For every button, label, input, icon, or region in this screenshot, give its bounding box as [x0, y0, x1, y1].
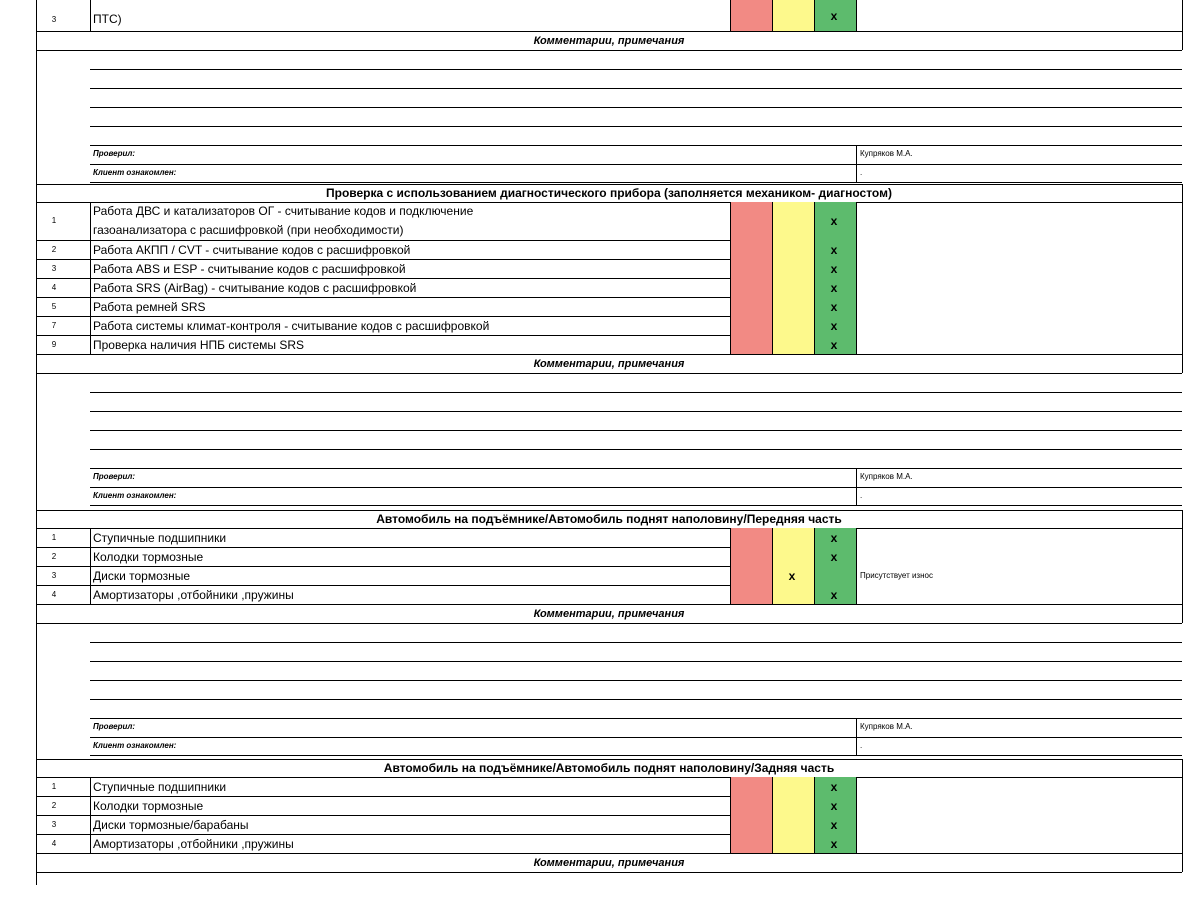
row-number: 4: [51, 838, 57, 848]
grid-line: [36, 604, 1182, 605]
grid-line: [730, 834, 731, 853]
grid-line: [90, 202, 91, 240]
grid-line: [1182, 240, 1183, 259]
grid-line: [36, 50, 1182, 51]
comment-line: [90, 468, 1182, 469]
grid-line: [730, 316, 731, 335]
grid-line: [772, 240, 773, 259]
row-number: 3: [51, 570, 57, 580]
grid-line: [730, 547, 731, 566]
grid-line: [772, 335, 773, 354]
status-mark: x: [830, 261, 838, 276]
grid-line: [856, 796, 857, 815]
grid-line: [772, 259, 773, 278]
grid-line: [856, 145, 857, 182]
grid-line: [772, 528, 773, 547]
grid-line: [1182, 585, 1183, 604]
grid-line: [90, 297, 91, 316]
row-number: 2: [51, 800, 57, 810]
checked-by-label: Проверил:: [93, 149, 136, 158]
checked-by-label: Проверил:: [93, 472, 136, 481]
grid-line: [772, 0, 773, 31]
comments-header: Комментарии, примечания: [533, 857, 685, 869]
grid-line: [36, 777, 1182, 778]
grid-line: [772, 547, 773, 566]
grid-line: [772, 585, 773, 604]
status-cell-red[interactable]: [730, 335, 772, 354]
row-label: Колодки тормозные: [93, 799, 204, 813]
checker-name: Купряков М.А.: [860, 722, 913, 731]
status-cell-yellow[interactable]: [772, 316, 814, 335]
grid-line: [856, 547, 857, 566]
grid-line: [90, 259, 91, 278]
grid-line: [36, 510, 1182, 511]
status-mark: x: [830, 337, 838, 352]
status-mark: x: [830, 299, 838, 314]
grid-line: [730, 796, 731, 815]
client-ack-value: .: [860, 168, 863, 177]
grid-line: [730, 202, 731, 240]
grid-line: [1182, 853, 1183, 872]
status-cell-red[interactable]: [730, 585, 772, 604]
grid-line: [856, 585, 857, 604]
row-number: 3: [51, 819, 57, 829]
grid-line: [856, 566, 857, 585]
grid-line: [730, 777, 731, 796]
status-cell-yellow[interactable]: [772, 528, 814, 547]
client-ack-label: Клиент ознакомлен:: [93, 168, 177, 177]
row-label: Проверка наличия НПБ системы SRS: [93, 338, 304, 352]
grid-line: [90, 505, 1182, 506]
grid-line: [856, 0, 857, 31]
grid-line: [1182, 566, 1183, 585]
grid-line: [1182, 31, 1183, 50]
grid-line: [856, 528, 857, 547]
status-cell-red[interactable]: [730, 259, 772, 278]
grid-line: [772, 202, 773, 240]
grid-line: [814, 566, 815, 585]
status-cell-red[interactable]: [730, 316, 772, 335]
row-number: 3: [51, 15, 57, 24]
grid-line: [1182, 259, 1183, 278]
grid-line: [36, 202, 1182, 203]
status-cell-yellow[interactable]: [772, 834, 814, 853]
grid-line: [730, 0, 731, 31]
status-cell-yellow[interactable]: [772, 259, 814, 278]
grid-line: [772, 796, 773, 815]
row-number: 5: [51, 301, 57, 311]
row-number: 4: [51, 589, 57, 599]
status-mark: x: [830, 280, 838, 295]
row-number: 7: [51, 320, 57, 330]
grid-line: [90, 737, 1182, 738]
status-cell-red[interactable]: [730, 566, 772, 585]
status-cell-red[interactable]: [730, 777, 772, 796]
grid-line: [36, 184, 1182, 185]
grid-line: [1182, 278, 1183, 297]
client-ack-label: Клиент ознакомлен:: [93, 491, 177, 500]
grid-line: [36, 31, 1182, 32]
row-label: Амортизаторы ,отбойники ,пружины: [93, 588, 294, 602]
client-ack-value: .: [860, 741, 863, 750]
row-label: Работа системы климат-контроля - считывание кодов с расшифровкой: [93, 319, 490, 333]
grid-line: [1182, 834, 1183, 853]
row-label: Ступичные подшипники: [93, 780, 227, 794]
grid-line: [90, 316, 91, 335]
status-cell-yellow[interactable]: [772, 0, 814, 31]
row-number: 1: [51, 781, 57, 791]
grid-line: [90, 487, 1182, 488]
comment-line: [90, 430, 1182, 431]
grid-line: [36, 373, 1182, 374]
status-mark: x: [830, 836, 838, 851]
grid-line: [1182, 777, 1183, 796]
grid-line: [90, 547, 91, 566]
grid-line: [772, 278, 773, 297]
status-cell-red[interactable]: [730, 528, 772, 547]
grid-line: [1182, 0, 1183, 31]
comment-line: [90, 718, 1182, 719]
grid-line: [730, 259, 731, 278]
grid-line: [1182, 316, 1183, 335]
grid-line: [772, 316, 773, 335]
grid-line: [856, 335, 857, 354]
client-ack-label: Клиент ознакомлен:: [93, 741, 177, 750]
status-mark: x: [830, 318, 838, 333]
grid-line: [1182, 796, 1183, 815]
comment-line: [90, 449, 1182, 450]
row-label: Диски тормозные/барабаны: [93, 818, 249, 832]
status-mark: x: [830, 798, 838, 813]
status-cell-yellow[interactable]: [772, 202, 814, 240]
row-label: ПТС): [93, 12, 122, 26]
row-label: Амортизаторы ,отбойники ,пружины: [93, 837, 294, 851]
grid-line: [1182, 604, 1183, 623]
section-title: Проверка с использованием диагностического прибора (заполняется механиком- диагностом): [326, 186, 892, 200]
status-mark: x: [830, 242, 838, 257]
comment-line: [90, 126, 1182, 127]
row-label-line1: Работа ДВС и катализаторов ОГ - считывание кодов и подключение: [93, 204, 474, 218]
status-cell-yellow[interactable]: [772, 796, 814, 815]
row-label: Работа ABS и ESP - считывание кодов с расшифровкой: [93, 262, 406, 276]
comments-header: Комментарии, примечания: [533, 35, 685, 47]
comment-line: [90, 69, 1182, 70]
row-number: 2: [51, 244, 57, 254]
comment-line: [90, 661, 1182, 662]
grid-line: [856, 815, 857, 834]
grid-line: [36, 853, 1182, 854]
grid-line: [730, 335, 731, 354]
grid-line: [856, 297, 857, 316]
grid-line: [36, 872, 1182, 873]
status-cell-red[interactable]: [730, 815, 772, 834]
comments-header: Комментарии, примечания: [533, 358, 685, 370]
section-title: Автомобиль на подъёмнике/Автомобиль поднят наполовину/Задняя часть: [383, 761, 835, 775]
grid-line: [1182, 184, 1183, 202]
status-mark: x: [830, 8, 838, 23]
comment-line: [90, 145, 1182, 146]
grid-line: [772, 815, 773, 834]
status-cell-red[interactable]: [730, 834, 772, 853]
grid-line: [772, 834, 773, 853]
row-label: Работа АКПП / CVT - считывание кодов с расшифровкой: [93, 243, 411, 257]
status-mark: x: [830, 214, 838, 228]
grid-line: [772, 777, 773, 796]
grid-line: [1182, 547, 1183, 566]
grid-line: [856, 202, 857, 240]
comment-line: [90, 699, 1182, 700]
status-cell-yellow[interactable]: [772, 278, 814, 297]
status-mark: x: [830, 549, 838, 564]
left-border: [36, 0, 37, 885]
grid-line: [730, 815, 731, 834]
grid-line: [856, 468, 857, 505]
grid-line: [1182, 297, 1183, 316]
status-cell-red[interactable]: [730, 547, 772, 566]
comment-line: [90, 107, 1182, 108]
grid-line: [730, 528, 731, 547]
grid-line: [36, 759, 1182, 760]
grid-line: [730, 585, 731, 604]
status-cell-red[interactable]: [730, 0, 772, 31]
grid-line: [1182, 510, 1183, 528]
status-cell-red[interactable]: [730, 202, 772, 240]
grid-line: [856, 316, 857, 335]
grid-line: [1182, 815, 1183, 834]
grid-line: [856, 777, 857, 796]
status-cell-yellow[interactable]: [772, 547, 814, 566]
status-mark: x: [830, 817, 838, 832]
row-label: Работа ремней SRS: [93, 300, 206, 314]
grid-line: [856, 259, 857, 278]
status-mark: x: [830, 587, 838, 602]
comments-header: Комментарии, примечания: [533, 608, 685, 620]
client-ack-value: .: [860, 491, 863, 500]
status-mark: x: [830, 530, 838, 545]
row-number: 1: [51, 532, 57, 542]
grid-line: [90, 585, 91, 604]
grid-line: [90, 796, 91, 815]
section-title: Автомобиль на подъёмнике/Автомобиль поднят наполовину/Передняя часть: [376, 512, 842, 526]
checker-name: Купряков М.А.: [860, 472, 913, 481]
grid-line: [856, 278, 857, 297]
grid-line: [90, 164, 1182, 165]
grid-line: [1182, 759, 1183, 777]
status-cell-yellow[interactable]: [772, 815, 814, 834]
row-label-line2: газоанализатора с расшифровкой (при необходимости): [93, 223, 404, 237]
grid-line: [36, 623, 1182, 624]
status-cell-red[interactable]: [730, 796, 772, 815]
grid-line: [90, 240, 91, 259]
comment-line: [90, 392, 1182, 393]
grid-line: [730, 240, 731, 259]
grid-line: [90, 278, 91, 297]
row-number: 1: [51, 216, 57, 225]
grid-line: [1182, 202, 1183, 240]
status-cell-yellow[interactable]: [772, 240, 814, 259]
row-number: 3: [51, 263, 57, 273]
row-label: Ступичные подшипники: [93, 531, 227, 545]
row-label: Работа SRS (AirBag) - считывание кодов с расшифровкой: [93, 281, 417, 295]
status-cell-red[interactable]: [730, 278, 772, 297]
grid-line: [1182, 528, 1183, 547]
grid-line: [1182, 335, 1183, 354]
row-number: 4: [51, 282, 57, 292]
status-cell-red[interactable]: [730, 297, 772, 316]
grid-line: [90, 815, 91, 834]
grid-line: [36, 354, 1182, 355]
status-cell-yellow[interactable]: [772, 297, 814, 316]
grid-line: [90, 755, 1182, 756]
grid-line: [90, 0, 91, 31]
status-mark: x: [788, 568, 796, 583]
grid-line: [856, 718, 857, 755]
grid-line: [90, 182, 1182, 183]
grid-line: [856, 834, 857, 853]
checked-by-label: Проверил:: [93, 722, 136, 731]
comment-line: [90, 642, 1182, 643]
grid-line: [90, 335, 91, 354]
status-cell-green[interactable]: [814, 566, 856, 585]
grid-line: [90, 834, 91, 853]
checker-name: Купряков М.А.: [860, 149, 913, 158]
row-label: Диски тормозные: [93, 569, 191, 583]
grid-line: [90, 566, 91, 585]
grid-line: [36, 528, 1182, 529]
grid-line: [730, 278, 731, 297]
status-cell-yellow[interactable]: [772, 777, 814, 796]
row-number: 9: [51, 339, 57, 349]
status-cell-red[interactable]: [730, 240, 772, 259]
grid-line: [90, 528, 91, 547]
grid-line: [730, 566, 731, 585]
row-number: 2: [51, 551, 57, 561]
grid-line: [90, 777, 91, 796]
comment-line: [90, 680, 1182, 681]
comment-line: [90, 411, 1182, 412]
row-note: Присутствует износ: [860, 571, 933, 580]
status-cell-yellow[interactable]: [772, 335, 814, 354]
comment-line: [90, 88, 1182, 89]
grid-line: [772, 297, 773, 316]
status-cell-yellow[interactable]: [772, 585, 814, 604]
status-mark: x: [830, 779, 838, 794]
grid-line: [856, 240, 857, 259]
row-label: Колодки тормозные: [93, 550, 204, 564]
grid-line: [730, 297, 731, 316]
grid-line: [1182, 354, 1183, 373]
